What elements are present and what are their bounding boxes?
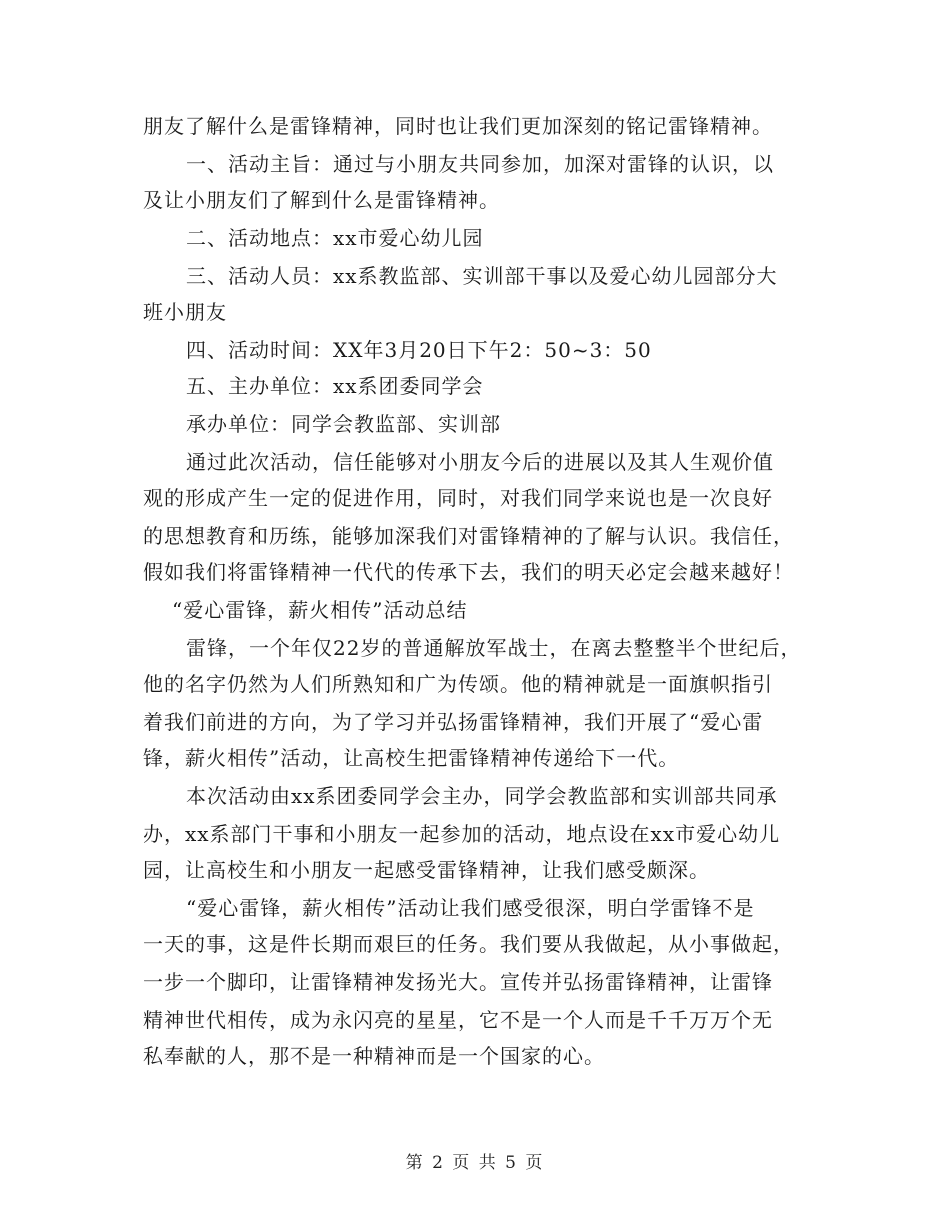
text-line: 假如我们将雷锋精神一代代的传承下去，我们的明天必定会越来越好！	[143, 560, 794, 584]
text-line: 他的名字仍然为人们所熟知和广为传颂。他的精神就是一面旗帜指引	[143, 672, 773, 696]
text-line: 三、活动人员：xx系教监部、实训部干事以及爱心幼儿园部分大	[186, 264, 778, 288]
text-line: 着我们前进的方向，为了学习并弘扬雷锋精神，我们开展了“爱心雷	[143, 710, 764, 734]
text-line: 班小朋友	[143, 300, 227, 324]
text-line: 锋，薪火相传”活动，让高校生把雷锋精神传递给下一代。	[143, 746, 680, 770]
text-line: 办，xx系部门干事和小朋友一起参加的活动，地点设在xx市爱心幼儿	[143, 822, 781, 846]
text-line: 本次活动由xx系团委同学会主办，同学会教监部和实训部共同承	[186, 784, 778, 808]
text-line: 及让小朋友们了解到什么是雷锋精神。	[143, 188, 500, 212]
text-line: 一天的事，这是件长期而艰巨的任务。我们要从我做起，从小事做起，	[143, 932, 794, 956]
text-line: 观的形成产生一定的促进作用，同时，对我们同学来说也是一次良好	[143, 486, 773, 510]
text-line: 的思想教育和历练，能够加深我们对雷锋精神的了解与认识。我信任，	[143, 524, 794, 548]
text-line: 承办单位：同学会教监部、实训部	[186, 412, 501, 436]
text-line: 一、活动主旨：通过与小朋友共同参加，加深对雷锋的认识，以	[186, 152, 774, 176]
text-line: 通过此次活动，信任能够对小朋友今后的进展以及其人生观价值	[186, 450, 774, 474]
text-line: 五、主办单位：xx系团委同学会	[186, 374, 484, 398]
text-line: 一步一个脚印，让雷锋精神发扬光大。宣传并弘扬雷锋精神，让雷锋	[143, 970, 773, 994]
text-line: 园，让高校生和小朋友一起感受雷锋精神，让我们感受颇深。	[143, 858, 710, 882]
text-line: 私奉献的人，那不是一种精神而是一个国家的心。	[143, 1044, 605, 1068]
text-line: “爱心雷锋，薪火相传”活动让我们感受很深，明白学雷锋不是	[186, 896, 755, 920]
text-line: 朋友了解什么是雷锋精神，同时也让我们更加深刻的铭记雷锋精神。	[143, 114, 773, 138]
text-line: 雷锋，一个年仅22岁的普通解放军战士，在离去整整半个世纪后，	[186, 636, 802, 660]
text-line: 二、活动地点：xx市爱心幼儿园	[186, 226, 484, 250]
text-line: 四、活动时间：XX年3月20日下午2：50~3：50	[186, 338, 652, 362]
text-line: 精神世代相传，成为永闪亮的星星，它不是一个人而是千千万万个无	[143, 1008, 773, 1032]
page-number-footer: 第 2 页 共 5 页	[405, 1153, 545, 1173]
section-title: “爱心雷锋，薪火相传”活动总结	[172, 598, 468, 622]
